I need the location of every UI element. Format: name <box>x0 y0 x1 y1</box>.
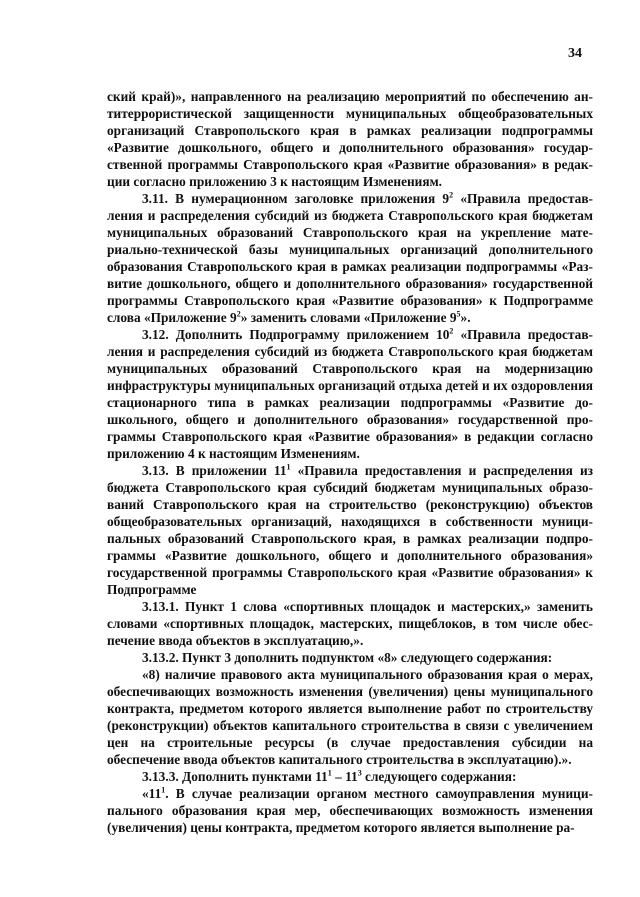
paragraph <box>107 649 593 666</box>
paragraph <box>107 768 593 785</box>
text-run: 3.13. В приложении 11 <box>142 463 287 478</box>
text-run: 3.12. Дополнить Подпрограмму приложением 10 <box>142 327 450 342</box>
text-run: 3.13.2. Пункт 3 дополнить подпунктом «8» следующего содержания: <box>142 650 553 665</box>
paragraph <box>107 88 593 190</box>
paragraph <box>107 462 593 598</box>
superscript: 3 <box>357 768 362 778</box>
text-run: 3.13.1. Пункт 1 слова «спортивных площадок и мастерских,» заменить словами «спортивных площадок, мастерских, пищеблоков, в том числе обеспечение ввода объектов в эксплуатацию,». <box>107 599 593 648</box>
superscript: 1 <box>286 462 291 472</box>
text-run: » заменить словами «Приложение 9 <box>240 310 457 325</box>
document-body-text <box>107 88 593 836</box>
paragraph <box>107 598 593 649</box>
text-run: . В случае реализации органом местного самоуправления муниципального образования края мер, обеспечивающих возможность изменения (увеличения) цены контракта, предметом которого является выполнение ра- <box>107 786 593 835</box>
text-run: 3.13.3. Дополнить пунктами 11 <box>142 769 328 784</box>
paragraph <box>107 326 593 462</box>
text-run: ский край)», направленного на реализацию мероприятий по обеспечению антитеррористической защищенности муниципальных общеобразовательных организаций Ставропольского края в рамках реализации подпрограммы «Развитие дошкольного, общего и дополнительного образования» государственной программы Ставропольского края «Развитие образования» в редакции согласно приложению 3 к настоящим Изменениям. <box>107 89 593 189</box>
text-run: «11 <box>142 786 162 801</box>
superscript: 2 <box>449 326 454 336</box>
paragraph <box>107 785 593 836</box>
paragraph <box>107 666 593 768</box>
superscript: 1 <box>161 785 166 795</box>
text-run: «8) наличие правового акта муниципального образования края о мерах, обеспечивающих возможность изменения (увеличения) цены муниципального контракта, предметом которого является выполнение работ по строительству (реконструкции) объектов капитального строительства в связи с увеличением цен на строительные ресурсы (в случае предоставления субсидии на обеспечение ввода объектов капитального строительства в эксплуатацию).». <box>107 667 593 767</box>
superscript: 2 <box>236 309 241 319</box>
text-run: «Правила предоставления и распределения из бюджета Ставропольского края субсидий бюджетам муниципальных образований Ставропольского края на строительство (реконструкцию) объектов общеобразовательных организаций, находящихся в собственности муниципальных образований Ставропольского края, в рамках реализации подпрограммы «Развитие дошкольного, общего и дополнительного образования» государственной программы Ставропольского края «Развитие образования» к Подпрограмме <box>107 463 593 597</box>
page-number: 34 <box>568 46 582 61</box>
text-run: 3.11. В нумерационном заголовке приложения 9 <box>142 191 450 206</box>
paragraph <box>107 190 593 326</box>
text-run: следующего содержания: <box>361 769 517 784</box>
text-run: «Правила предоставления и распределения субсидий из бюджета Ставропольского края бюджетам муниципальных образований Ставропольского края на укрепление материально-технической базы муниципальных организаций дополнительного образования Ставропольского края в рамках реализации подпрограммы «Развитие дошкольного, общего и дополнительного образования» государственной программы Ставропольского края «Развитие образования» к Подпрограмме слова «Приложение 9 <box>107 191 593 325</box>
text-run: «Правила предоставления и распределения субсидий из бюджета Ставропольского края бюджетам муниципальных образований Ставропольского края на модернизацию инфраструктуры муниципальных организаций отдыха детей и их оздоровления стационарного типа в рамках реализации подпрограммы «Развитие дошкольного, общего и дополнительного образования» государственной программы Ставропольского края «Развитие образования» в редакции согласно приложению 4 к настоящим Изменениям. <box>107 327 593 461</box>
text-run: – 11 <box>331 769 358 784</box>
text-run: ». <box>460 310 471 325</box>
superscript: 1 <box>327 768 332 778</box>
superscript: 2 <box>449 190 454 200</box>
superscript: 5 <box>456 309 461 319</box>
